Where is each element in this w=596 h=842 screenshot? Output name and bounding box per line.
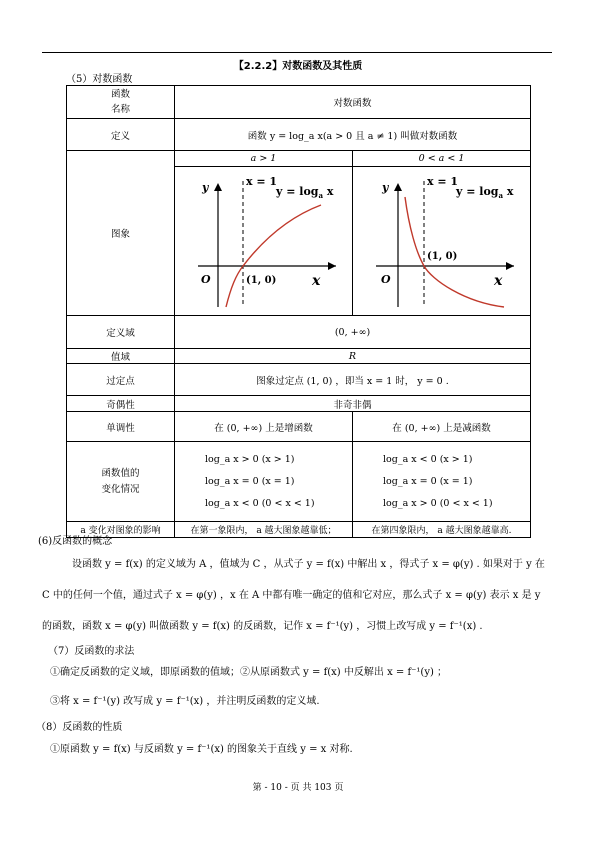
change-left-3: log_a x < 0 (0 < x < 1)	[205, 497, 315, 509]
section-6-line-3: 的函数，函数 x = φ(y) 叫做函数 y = f(x) 的反函数，记作 x = f⁻¹(y) ，习惯上改写成 y = f⁻¹(x) .	[42, 621, 483, 632]
log-curve-increasing	[226, 205, 321, 307]
parity-value: 非奇非偶	[175, 396, 531, 412]
effect-right: 在第四象限内， a 越大图象越靠高.	[353, 522, 531, 538]
monotonicity-increasing: 在 (0, +∞) 上是增函数	[175, 412, 353, 442]
origin-label: O	[200, 273, 211, 286]
change-right-3: log_a x > 0 (0 < x < 1)	[383, 497, 493, 509]
func-label: $y = \log_a x$	[455, 185, 513, 200]
x-axis-label: x	[493, 273, 502, 289]
name-label: 函数 名称	[67, 86, 175, 119]
section-7-line-1: ①确定反函数的定义域，即原函数的值域；②从原函数式 y = f(x) 中反解出 x = f⁻¹(y) ；	[50, 667, 448, 678]
func-label: $y = \log_a x$	[275, 185, 333, 200]
effect-label: a 变化对图象的影响	[67, 522, 175, 538]
value-change-label: 函数值的 变化情况	[67, 442, 175, 522]
change-right-1: log_a x < 0 (x > 1)	[383, 453, 473, 465]
domain-label: 定义域	[67, 316, 175, 349]
section-5-heading: （5）对数函数	[66, 74, 133, 85]
parity-label: 奇偶性	[67, 396, 175, 412]
change-left-2: log_a x = 0 (x = 1)	[205, 475, 295, 487]
y-axis-arrow	[394, 183, 402, 191]
graph-a-gt-1	[176, 167, 352, 312]
definition-label: 定义	[67, 119, 175, 151]
section-7-line-2: ③将 x = f⁻¹(y) 改写成 y = f⁻¹(x) ，并注明反函数的定义域.	[50, 696, 320, 707]
value-change-left	[175, 442, 353, 522]
header-rule	[42, 52, 552, 53]
graph-cell-a-lt-1	[353, 151, 531, 316]
section-6-line-1: 设函数 y = f(x) 的定义域为 A ，值域为 C ，从式子 y = f(x) 中解出 x ，得式子 x = φ(y) . 如果对于 y 在	[72, 559, 545, 570]
case-a-gt-1: a > 1	[175, 151, 352, 167]
log-function-table	[66, 85, 531, 538]
section-8-heading: （8）反函数的性质	[36, 722, 123, 733]
monotonicity-decreasing: 在 (0, +∞) 上是减函数	[353, 412, 531, 442]
fixed-point-label: 过定点	[67, 364, 175, 396]
section-6-heading: (6)反函数的概念	[38, 536, 113, 547]
section-6-line-2: C 中的任何一个值，通过式子 x = φ(y) ，x 在 A 中都有唯一确定的值和它对应，那么式子 x = φ(y) 表示 x 是 y	[42, 590, 541, 601]
x-axis-arrow	[328, 262, 336, 270]
name-value: 对数函数	[175, 86, 531, 119]
range-label: 值域	[67, 349, 175, 364]
y-axis-arrow	[214, 183, 222, 191]
x1-label: x = 1	[245, 175, 277, 188]
definition-value: 函数 y = log_a x(a > 0 且 a ≠ 1) 叫做对数函数	[175, 119, 531, 151]
case-0-lt-a-lt-1: 0 < a < 1	[353, 151, 530, 167]
graph-a-lt-1	[354, 167, 530, 312]
value-change-right	[353, 442, 531, 522]
x-axis-arrow	[506, 262, 514, 270]
point-label: (1, 0)	[245, 275, 276, 286]
section-7-heading: （7）反函数的求法	[48, 646, 135, 657]
page-title: 【2.2.2】对数函数及其性质	[233, 61, 363, 72]
change-left-1: log_a x > 0 (x > 1)	[205, 453, 295, 465]
y-axis-label: y	[201, 181, 208, 194]
range-value: R	[175, 349, 531, 364]
graph-cell-a-gt-1	[175, 151, 353, 316]
fixed-point-value: 图象过定点 (1, 0) ，即当 x = 1 时， y = 0 .	[175, 364, 531, 396]
point-label: (1, 0)	[426, 251, 457, 262]
effect-left: 在第一象限内， a 越大图象越靠低；	[175, 522, 353, 538]
x1-label: x = 1	[426, 175, 458, 188]
change-right-2: log_a x = 0 (x = 1)	[383, 475, 473, 487]
origin-label: O	[380, 273, 391, 286]
x-axis-label: x	[311, 273, 320, 289]
domain-value: (0, +∞)	[175, 316, 531, 349]
graph-label: 图象	[67, 151, 175, 316]
page-footer: 第 - 10 - 页 共 103 页	[252, 783, 344, 793]
section-8-line-1: ①原函数 y = f(x) 与反函数 y = f⁻¹(x) 的图象关于直线 y = x 对称.	[50, 744, 353, 755]
y-axis-label: y	[381, 181, 388, 194]
monotonicity-label: 单调性	[67, 412, 175, 442]
